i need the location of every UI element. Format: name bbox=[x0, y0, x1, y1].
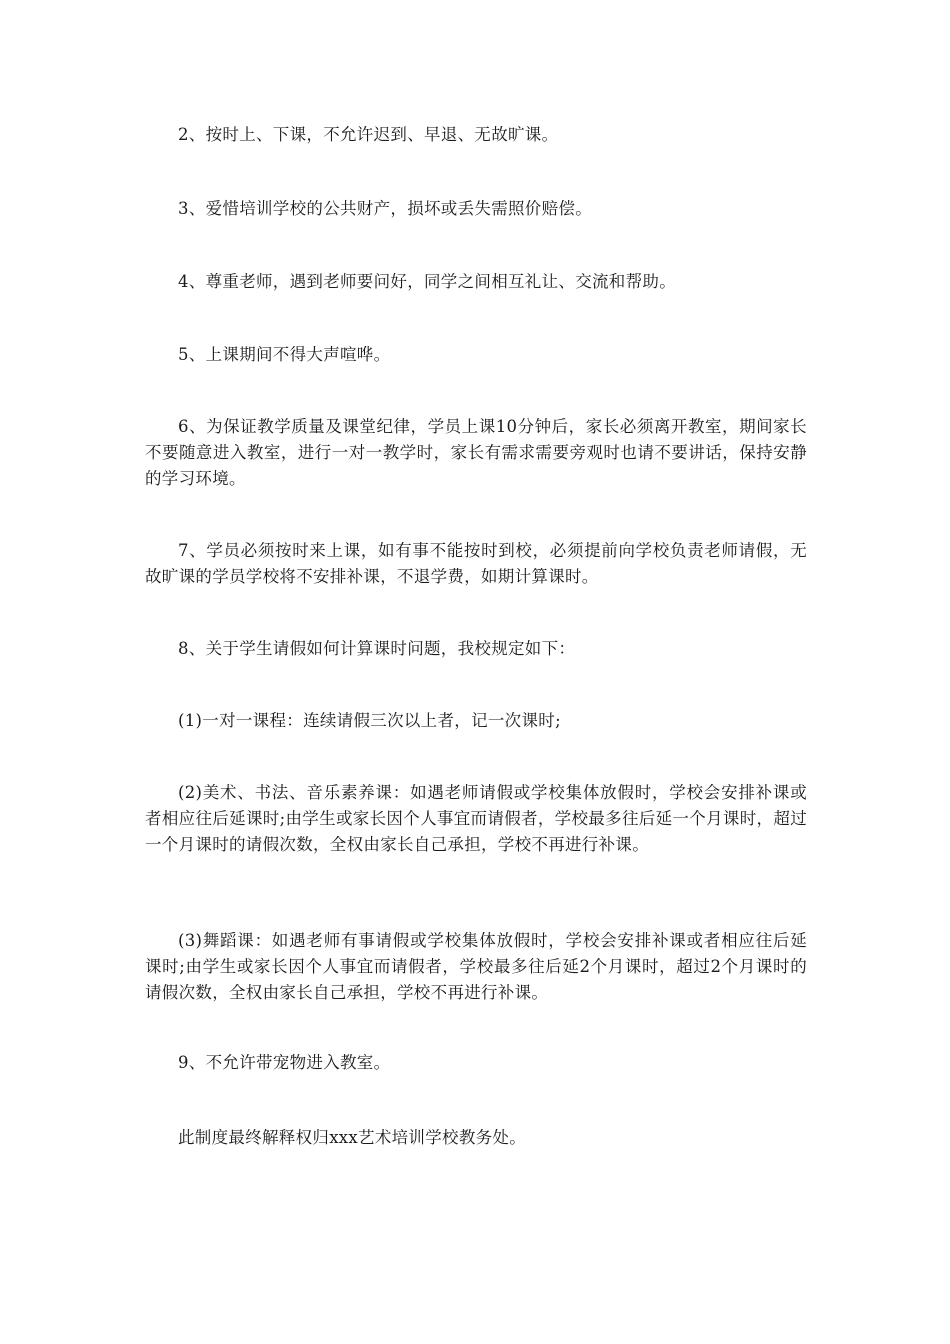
rule-paragraph-6: 6、为保证教学质量及课堂纪律，学员上课10分钟后，家长必须离开教室，期间家长不要随意进入教室，进行一对一教学时，家长有需求需要旁观时也请不要讲话，保持安静的学习环境。 bbox=[145, 417, 807, 488]
rule-paragraph-8-3: (3)舞蹈课：如遇老师有事请假或学校集体放假时，学校会安排补课或者相应往后延课时;由学生或家长因个人事宜而请假者，学校最多往后延2个月课时，超过2个月课时的请假次数，全权由家长自己承担，学校不再进行补课。 bbox=[145, 931, 807, 1002]
rule-paragraph-4: 4、尊重老师，遇到老师要问好，同学之间相互礼让、交流和帮助。 bbox=[178, 272, 676, 291]
rule-paragraph-3: 3、爱惜培训学校的公共财产，损坏或丢失需照价赔偿。 bbox=[178, 199, 592, 218]
rule-paragraph-8-1: (1)一对一课程：连续请假三次以上者，记一次课时; bbox=[178, 711, 561, 730]
rule-paragraph-8: 8、关于学生请假如何计算课时问题，我校规定如下： bbox=[178, 639, 576, 658]
rule-paragraph-5: 5、上课期间不得大声喧哗。 bbox=[178, 345, 391, 364]
rule-paragraph-2: 2、按时上、下课，不允许迟到、早退、无故旷课。 bbox=[178, 125, 559, 144]
rule-paragraph-8-2: (2)美术、书法、音乐素养课：如遇老师请假或学校集体放假时，学校会安排补课或者相应往后延课时;由学生或家长因个人事宜而请假者，学校最多往后延一个月课时，超过一个月课时的请假次数，全权由家长自己承担，学校不再进行补课。 bbox=[145, 783, 807, 854]
rule-paragraph-7: 7、学员必须按时来上课，如有事不能按时到校，必须提前向学校负责老师请假，无故旷课的学员学校将不安排补课，不退学费，如期计算课时。 bbox=[145, 541, 807, 586]
closing-statement: 此制度最终解释权归xxx艺术培训学校教务处。 bbox=[178, 1128, 527, 1147]
rule-paragraph-9: 9、不允许带宠物进入教室。 bbox=[178, 1053, 391, 1072]
